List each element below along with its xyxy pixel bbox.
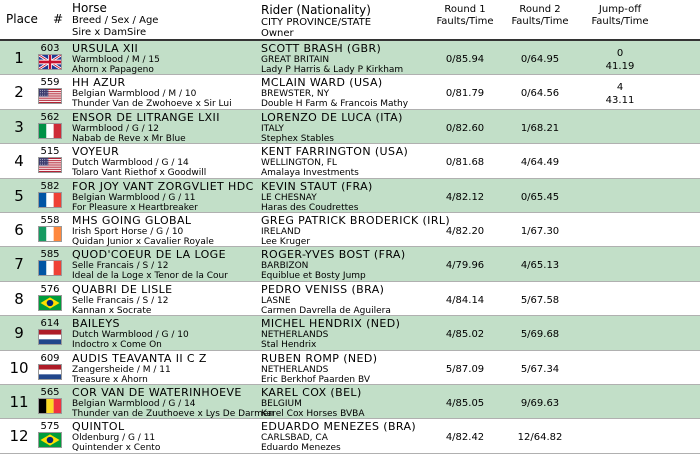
horse-breed-sex-age: Belgian Warmblood / G / 11 [72,192,196,203]
horse-breed-sex-age: Dutch Warmblood / G / 10 [72,330,189,341]
horse-owner: Lady P Harris & Lady P Kirkham [261,65,404,75]
horse-sire-damsire: Ideal de la Loge x Tenor de la Cour [72,271,228,282]
round2-result: 1/67.30 [520,226,560,237]
france-flag-icon [38,192,62,208]
horse-name: QUINTOL [72,420,125,434]
table-row [0,75,700,109]
horse-number: 603 [40,43,60,54]
header-breed-sex-age: Breed / Sex / Age [72,15,159,26]
horse-name: BAILEYS [72,317,120,331]
ireland-flag-icon [38,226,62,242]
place: 8 [14,289,24,308]
round2-result: 5/67.34 [520,363,560,375]
table-row [0,213,700,247]
horse-owner: Eric Berkhof Paarden BV [261,374,371,385]
place: 2 [14,83,24,102]
rider-name: GREG PATRICK BRODERICK (IRL) [261,214,451,227]
horse-number: 558 [40,215,60,226]
table-row [0,351,700,385]
round1-result: 5/87.09 [445,363,485,375]
rider-city: BELGIUM [261,399,302,409]
round2-result: 5/67.58 [520,294,560,306]
header-number: # [53,12,64,26]
uk-flag-icon [38,54,62,70]
round2-result: 0/64.56 [520,88,560,100]
header-round2-sub: Faults/Time [511,16,569,27]
round2-result: 4/64.49 [520,157,560,169]
horse-owner: Stephex Stables [261,133,334,144]
place: 1 [14,49,24,67]
rider-city: WELLINGTON, FL [261,158,337,169]
horse-sire-damsire: Treasure x Ahorn [72,374,148,385]
table-row [0,282,700,316]
horse-number: 575 [40,421,60,433]
horse-name: QUABRI DE LISLE [72,282,173,296]
horse-number: 582 [40,180,60,192]
round1-result: 0/81.79 [445,88,485,100]
rider-city: BREWSTER, NY [261,89,330,100]
round2-result: 12/64.82 [517,432,563,444]
header-city: CITY PROVINCE/STATE [261,17,372,28]
header-jumpoff-sub: Faults/Time [591,16,649,27]
netherlands-flag-icon [38,329,62,345]
rider-city: LE CHESNAY [261,192,317,203]
brazil-flag-icon [38,295,62,311]
rider-name: SCOTT BRASH (GBR) [261,42,382,55]
round2-result: 0/65.45 [520,191,560,203]
place: 7 [14,255,24,274]
place: 10 [9,358,29,377]
table-row [0,247,700,281]
horse-breed-sex-age: Warmblood / M / 15 [72,55,160,65]
jumpoff-time: 43.11 [605,95,635,107]
header-round2: Round 2 [519,4,561,15]
us-flag-icon [38,157,62,173]
horse-owner: Karel Cox Horses BVBA [261,409,365,419]
header-horse: Horse [72,1,107,15]
round1-result: 4/82.42 [445,432,485,444]
rider-name: EDUARDO MENEZES (BRA) [261,420,417,434]
horse-owner: Eduardo Menezes [261,443,341,454]
horse-name: AUDIS TEAVANTA II C Z [72,351,207,365]
header-owner: Owner [261,28,294,39]
horse-owner: Double H Farm & Francois Mathy [261,99,409,110]
italy-flag-icon [38,123,62,139]
table-row [0,385,700,419]
round1-result: 4/85.02 [445,329,485,341]
header-round1: Round 1 [444,4,486,15]
table-row [0,144,700,178]
round2-result: 5/69.68 [520,329,560,341]
table-row [0,179,700,213]
horse-name: HH AZUR [72,76,126,90]
round1-result: 0/81.68 [445,157,485,169]
horse-name: VOYEUR [72,145,120,159]
round1-result: 4/84.14 [445,294,485,306]
netherlands-flag-icon [38,364,62,380]
brazil-flag-icon [38,432,62,448]
horse-name: QUOD'COEUR DE LA LOGE [72,248,226,262]
place: 6 [14,221,24,239]
horse-owner: Stal Hendrix [261,340,317,351]
belgium-flag-icon [38,398,62,414]
horse-owner: Carmen Davrella de Aguilera [261,305,391,316]
horse-number: 559 [40,77,60,89]
france-flag-icon [38,260,62,276]
horse-breed-sex-age: Warmblood / G / 12 [72,123,160,134]
rider-name: KEVIN STAUT (FRA) [261,179,373,193]
horse-number: 562 [40,111,60,123]
horse-sire-damsire: Thunder van de Zuuthoeve x Lys De Darmen [72,409,275,419]
horse-sire-damsire: Quintender x Cento [72,443,161,454]
table-row [0,41,700,75]
round2-result: 0/64.95 [520,54,560,65]
horse-sire-damsire: Quidan Junior x Cavalier Royale [72,237,214,247]
rider-name: MICHEL HENDRIX (NED) [261,317,401,331]
header-sire-damsire: Sire x DamSire [72,27,147,38]
horse-number: 614 [40,318,60,330]
round1-result: 4/85.05 [445,398,485,409]
rider-name: MCLAIN WARD (USA) [261,76,383,90]
rider-city: BARBIZON [261,261,309,272]
round1-result: 4/79.96 [445,260,485,272]
rider-city: GREAT BRITAIN [261,55,330,65]
horse-breed-sex-age: Selle Francais / S / 12 [72,261,169,272]
horse-owner: Amalaya Investments [261,168,359,179]
table-row [0,419,700,453]
horse-breed-sex-age: Irish Sport Horse / G / 10 [72,227,184,237]
place: 4 [14,152,24,171]
rider-city: IRELAND [261,227,301,237]
horse-sire-damsire: Kannan x Socrate [72,305,152,316]
place: 12 [9,427,29,446]
rider-city: LASNE [261,295,291,306]
horse-name: FOR JOY VANT ZORGVLIET HDC [72,179,254,193]
horse-breed-sex-age: Belgian Warmblood / M / 10 [72,89,197,100]
horse-number: 609 [40,352,60,364]
rider-city: NETHERLANDS [261,330,329,341]
jumpoff-faults: 4 [616,82,624,94]
round2-result: 1/68.21 [520,122,560,134]
header-rider: Rider (Nationality) [261,3,371,17]
table-row [0,316,700,350]
rider-name: ROGER-YVES BOST (FRA) [261,248,406,262]
horse-breed-sex-age: Oldenburg / G / 11 [72,433,156,444]
horse-number: 576 [40,283,60,295]
horse-sire-damsire: Indoctro x Come On [72,340,162,351]
horse-sire-damsire: Tolaro Vant Riethof x Goodwill [72,168,207,179]
horse-number: 565 [40,387,60,398]
horse-name: COR VAN DE WATERINHOEVE [72,386,242,399]
horse-name: URSULA XII [72,42,139,55]
header-place: Place [6,12,38,26]
table-row [0,110,700,144]
round1-result: 0/85.94 [445,54,485,65]
header-jumpoff: Jump-off [598,4,642,15]
rider-name: RUBEN ROMP (NED) [261,351,378,365]
horse-sire-damsire: Nabab de Reve x Mr Blue [72,133,186,144]
horse-owner: Lee Kruger [261,237,311,247]
horse-owner: Equiblue et Bosty Jump [261,271,366,282]
horse-breed-sex-age: Selle Francais / S / 12 [72,295,169,306]
horse-number: 515 [40,146,60,158]
rider-name: KENT FARRINGTON (USA) [261,145,409,159]
horse-name: MHS GOING GLOBAL [72,214,192,227]
rider-name: KAREL COX (BEL) [261,386,362,399]
us-flag-icon [38,88,62,104]
horse-sire-damsire: Thunder Van de Zwohoeve x Sir Lui [72,99,232,110]
results-header [0,0,700,41]
horse-owner: Haras des Coudrettes [261,202,359,213]
rider-name: PEDRO VENISS (BRA) [261,282,385,296]
place: 5 [14,186,24,205]
round2-result: 4/65.13 [520,260,560,272]
round1-result: 4/82.20 [445,226,485,237]
rider-name: LORENZO DE LUCA (ITA) [261,110,403,124]
place: 11 [9,393,29,411]
jumpoff-time: 41.19 [605,61,635,72]
jumpoff-faults: 0 [616,48,624,59]
horse-sire-damsire: Ahorn x Papageno [72,65,154,75]
horse-breed-sex-age: Dutch Warmblood / G / 14 [72,158,189,169]
horse-number: 585 [40,249,60,261]
rider-city: ITALY [261,123,284,134]
round1-result: 4/82.12 [445,191,485,203]
horse-breed-sex-age: Belgian Warmblood / G / 14 [72,399,196,409]
horse-name: ENSOR DE LITRANGE LXII [72,110,220,124]
rider-city: CARLSBAD, CA [261,433,328,444]
horse-sire-damsire: For Pleasure x Heartbreaker [72,202,198,213]
place: 3 [14,117,24,136]
round1-result: 0/82.60 [445,122,485,134]
header-round1-sub: Faults/Time [436,16,494,27]
horse-breed-sex-age: Zangersheide / M / 11 [72,364,171,375]
rider-city: NETHERLANDS [261,364,329,375]
place: 9 [14,324,24,343]
round2-result: 9/69.63 [520,398,560,409]
